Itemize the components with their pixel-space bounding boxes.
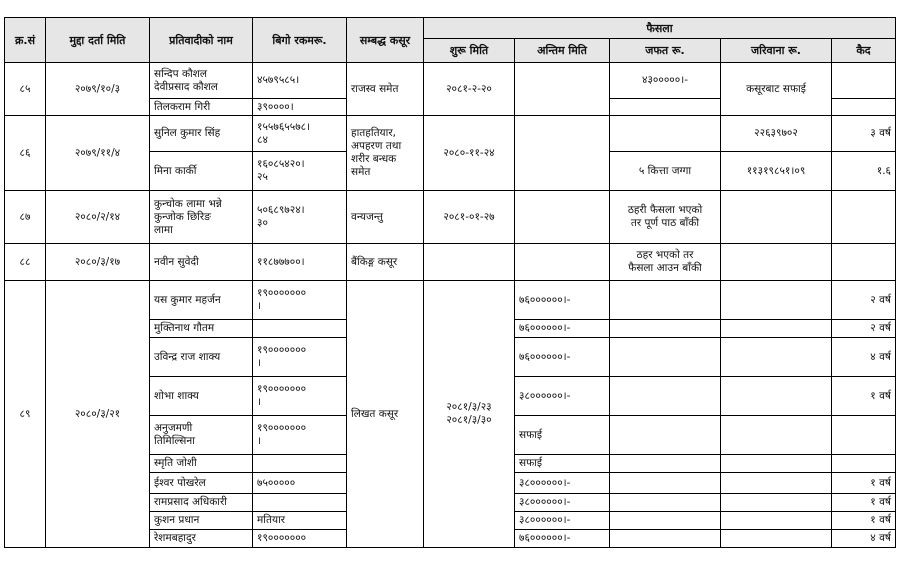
defendant-name-cell: नवीन सुवेदी [150,244,253,281]
claim-amount-cell: मतियार [253,512,347,530]
imprisonment-cell [832,416,896,455]
defendant-name-cell: तिलकराम गिरी [150,99,253,116]
table-row [5,191,896,244]
imprisonment-cell: १ वर्ष [832,494,896,512]
final-date-cell [515,63,610,116]
confiscation-cell [610,455,721,473]
defendant-name-cell: रामप्रसाद अधिकारी [150,494,253,512]
case-sn-cell: ८६ [5,116,46,191]
final-date-cell: ३८००००००।- [515,512,610,530]
fine-cell [721,320,832,338]
claim-amount-cell: १९००००००० । [253,338,347,377]
imprisonment-cell: ४ वर्ष [832,338,896,377]
offence-cell: राजस्व समेत [347,63,424,116]
case-sn-cell: ८९ [5,281,46,548]
registration-date-cell: २०७९/११/४ [46,116,150,191]
case-sn-cell: ८५ [5,63,46,116]
header-start-date: शुरू मिति [424,39,515,63]
defendant-name-cell: मुक्तिनाथ गौतम [150,320,253,338]
final-date-cell: ७६००००००।- [515,320,610,338]
final-date-cell: ३८००००००।- [515,377,610,416]
offence-cell: वन्यजन्तु [347,191,424,244]
imprisonment-cell: २ वर्ष [832,281,896,320]
header-fine: जरिवाना रू. [721,39,832,63]
table-header [5,18,896,63]
header-imprisonment: कैद [832,39,896,63]
start-date-cell: २०८१-२-२० [424,63,515,116]
final-date-cell: ७६००००००।- [515,338,610,377]
final-date-cell: ७६००००००।- [515,530,610,548]
header-confiscation: जफत रू. [610,39,721,63]
registration-date-cell: २०८०/३/१७ [46,244,150,281]
claim-amount-cell: १९००००००० । [253,416,347,455]
confiscation-cell [610,116,721,152]
confiscation-cell [610,494,721,512]
defendant-name-cell: शोभा शाक्य [150,377,253,416]
imprisonment-cell [832,455,896,473]
confiscation-cell [610,377,721,416]
final-date-cell: ३८००००००।- [515,494,610,512]
imprisonment-cell: १ वर्ष [832,473,896,494]
final-date-cell [515,191,610,244]
header-claim: बिगो रकमरू. [253,18,347,63]
defendant-name-cell: स्मृति जोशी [150,455,253,473]
offence-cell: हातहतियार, अपहरण तथा शरीर बन्धक समेत [347,116,424,191]
final-date-cell: सफाई [515,455,610,473]
start-date-cell: २०८०-११-२४ [424,116,515,191]
fine-cell [721,455,832,473]
final-date-cell: ३८००००००।- [515,473,610,494]
offence-cell: लिखत कसूर [347,281,424,548]
registration-date-cell: २०७९/१०/३ [46,63,150,116]
fine-cell [721,530,832,548]
imprisonment-cell: ३ वर्ष [832,116,896,152]
case-sn-cell: ८७ [5,191,46,244]
start-date-cell: २०८१-०१-२७ [424,191,515,244]
defendant-name-cell: यस कुमार महर्जन [150,281,253,320]
imprisonment-cell [832,244,896,281]
confiscation-cell [610,512,721,530]
registration-date-cell: २०८०/३/२१ [46,281,150,548]
confiscation-cell: ४३०००००।- [610,63,721,99]
confiscation-cell [610,320,721,338]
claim-amount-cell: ७५००००० [253,473,347,494]
fine-cell [721,191,832,244]
imprisonment-cell: १.६ [832,152,896,191]
defendant-name-cell: ईश्वर पोखरेल [150,473,253,494]
fine-cell [721,244,832,281]
claim-amount-cell [253,455,347,473]
claim-amount-cell: १९००००००० । [253,281,347,320]
fine-cell: २२६३९७०२ [721,116,832,152]
claim-amount-cell: १९००००००० । [253,377,347,416]
fine-cell [721,494,832,512]
confiscation-cell: ठहरी फैसला भएको तर पूर्ण पाठ बाँकी [610,191,721,244]
registration-date-cell: २०८०/२/१४ [46,191,150,244]
header-defendant: प्रतिवादीको नाम [150,18,253,63]
defendant-name-cell: उविन्द्र राज शाक्य [150,338,253,377]
fine-cell: ११३१९८५१।०९ [721,152,832,191]
confiscation-cell: ५ कित्ता जग्गा [610,152,721,191]
header-offence: सम्बद्ध कसूर [347,18,424,63]
defendant-name-cell: कुशन प्रधान [150,512,253,530]
claim-amount-cell: १५५७६५५७८। ८४ [253,116,347,152]
fine-cell [721,473,832,494]
imprisonment-cell [832,191,896,244]
header-reg-date: मुद्दा दर्ता मिति [46,18,150,63]
imprisonment-cell [832,99,896,116]
defendant-name-cell: मिना कार्की [150,152,253,191]
confiscation-cell [610,530,721,548]
final-date-cell [515,244,610,281]
table-body [5,63,896,548]
claim-amount-cell [253,494,347,512]
claim-amount-cell: ४५७९५८५। [253,63,347,99]
imprisonment-cell: २ वर्ष [832,320,896,338]
confiscation-cell [610,473,721,494]
fine-cell [721,512,832,530]
header-sn: क्र.सं [5,18,46,63]
table-row [5,116,896,152]
fine-cell [721,377,832,416]
fine-cell [721,338,832,377]
table-row [5,63,896,99]
confiscation-cell: ठहर भएको तर फैसला आउन बाँकी [610,244,721,281]
final-date-cell: सफाई [515,416,610,455]
header-final-date: अन्तिम मिति [515,39,610,63]
confiscation-cell [610,416,721,455]
imprisonment-cell: १ वर्ष [832,377,896,416]
confiscation-cell [610,281,721,320]
fine-cell: कसूरबाट सफाई [721,63,832,116]
offence-cell: बैंकिङ्ग कसूर [347,244,424,281]
table-row [5,244,896,281]
claim-amount-cell: ११८७७७००। [253,244,347,281]
claim-amount-cell: १६०८५४२०। २५ [253,152,347,191]
fine-cell [721,281,832,320]
defendant-name-cell: सन्दिप कौशल देवीप्रसाद कौशल [150,63,253,99]
claim-amount-cell: ५०६८९७२४। ३० [253,191,347,244]
final-date-cell [515,116,610,191]
claim-amount-cell: १९००००००० [253,530,347,548]
imprisonment-cell: ४ वर्ष [832,530,896,548]
start-date-cell [424,244,515,281]
verdict-table [4,17,896,548]
defendant-name-cell: अनुजमणी तिमिल्सिना [150,416,253,455]
table-row [5,281,896,320]
fine-cell [721,416,832,455]
final-date-cell: ७६००००००।- [515,281,610,320]
imprisonment-cell [832,63,896,99]
claim-amount-cell [253,320,347,338]
defendant-name-cell: सुनिल कुमार सिंह [150,116,253,152]
confiscation-cell [610,99,721,116]
start-date-cell: २०८१/३/२३ २०८१/३/३० [424,281,515,548]
case-sn-cell: ८८ [5,244,46,281]
header-verdict: फैसला [424,18,896,39]
claim-amount-cell: ३९००००। [253,99,347,116]
confiscation-cell [610,338,721,377]
defendant-name-cell: रेशमबहादुर [150,530,253,548]
imprisonment-cell: १ वर्ष [832,512,896,530]
defendant-name-cell: कुन्चोक लामा भन्ने कुन्जोक छिरिङ लामा [150,191,253,244]
